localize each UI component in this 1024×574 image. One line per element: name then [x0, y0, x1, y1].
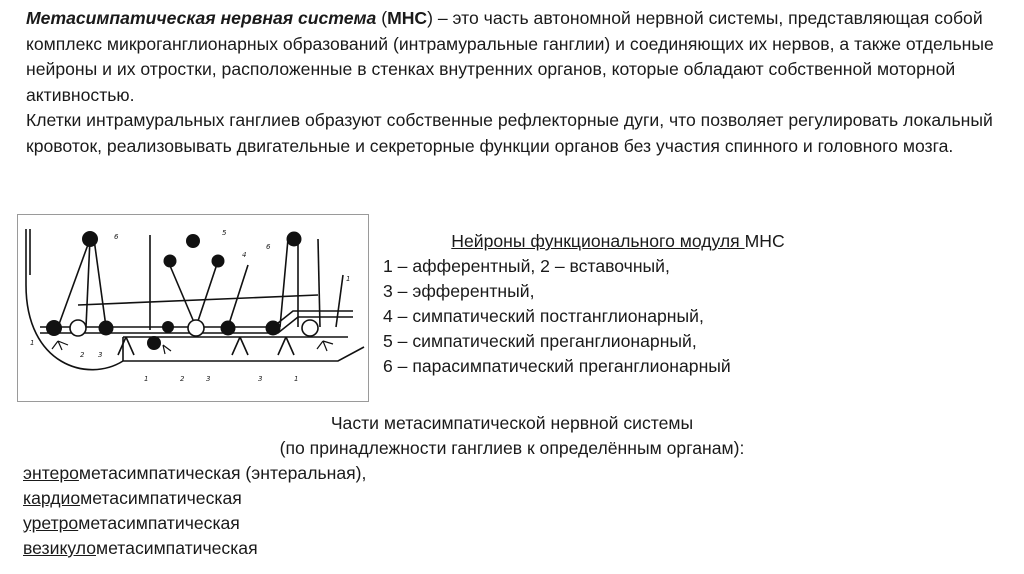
legend: [383, 229, 943, 379]
legend-item: 6 – парасимпатический преганглионарный: [383, 356, 731, 376]
parts-heading: [0, 411, 1024, 461]
part-rest: метасимпатическая: [96, 538, 258, 558]
legend-item: 5 – симпатический преганглионарный,: [383, 331, 697, 351]
parts-list-item: [23, 461, 366, 486]
diagram-label: 1: [346, 275, 351, 283]
diagram-label: 3: [206, 375, 211, 383]
part-prefix: везикуло: [23, 538, 96, 558]
legend-item: 4 – симпатический постганглионарный,: [383, 306, 704, 326]
diagram-label: 1: [294, 375, 299, 383]
intro-text: [26, 6, 1001, 159]
part-rest: метасимпатическая: [78, 513, 240, 533]
legend-title-underlined: Нейроны функционального модуля: [451, 231, 745, 251]
diagram-label: 5: [222, 229, 227, 237]
part-rest: метасимпатическая (энтеральная),: [78, 463, 367, 483]
diagram-labels: [30, 229, 350, 383]
parts-subtitle: (по принадлежности ганглиев к определённым органам):: [279, 438, 745, 458]
part-rest: метасимпатическая: [80, 488, 242, 508]
legend-item: 3 – эфферентный,: [383, 281, 535, 301]
legend-title: [383, 229, 853, 254]
diagram-label: 4: [242, 251, 247, 259]
part-prefix: уретро: [23, 513, 79, 533]
legend-item: 1 – афферентный, 2 – вставочный,: [383, 256, 670, 276]
parts-title: Части метасимпатической нервной системы: [330, 413, 694, 433]
diagram-label: 3: [98, 351, 103, 359]
term: Метасимпатическая нервная система: [26, 8, 377, 28]
abbr-open: (: [376, 8, 388, 28]
diagram-label: 6: [266, 243, 271, 251]
diagram-label: 1: [144, 375, 149, 383]
parts-list-item: [23, 536, 366, 561]
ganglia-paragraph: Клетки интрамуральных ганглиев образуют собственные рефлекторные дуги, что позволяет регулировать локальный кровоток, реализовывать двигательные и секреторные функции органов без участия спинного и головного мозга.: [26, 110, 993, 156]
parts-list-item: [23, 486, 366, 511]
definition-paragraph: [26, 6, 1001, 108]
diagram-label: 6: [114, 233, 119, 241]
neuron-diagram-svg: [18, 215, 368, 401]
diagram-label: 2: [80, 351, 85, 359]
abbr: МНС: [387, 8, 428, 28]
diagram-label: 2: [180, 375, 185, 383]
legend-title-rest: МНС: [744, 231, 785, 251]
definition: ) – это часть автономной нервной системы, представляющая собой комплекс микроганглионарных образований (интрамуральные ганглии) и соединяющих их нервов, а также отдельные нейроны и их отростки, расположенные в стенках внутренних органов, которые обладают собственной моторной активностью.: [26, 8, 994, 105]
neuron-diagram: [17, 214, 369, 402]
part-prefix: кардио: [23, 488, 81, 508]
diagram-label: 1: [30, 339, 35, 347]
part-prefix: энтеро: [23, 463, 79, 483]
parts-list: [23, 461, 366, 561]
diagram-label: 3: [258, 375, 263, 383]
parts-list-item: [23, 511, 366, 536]
